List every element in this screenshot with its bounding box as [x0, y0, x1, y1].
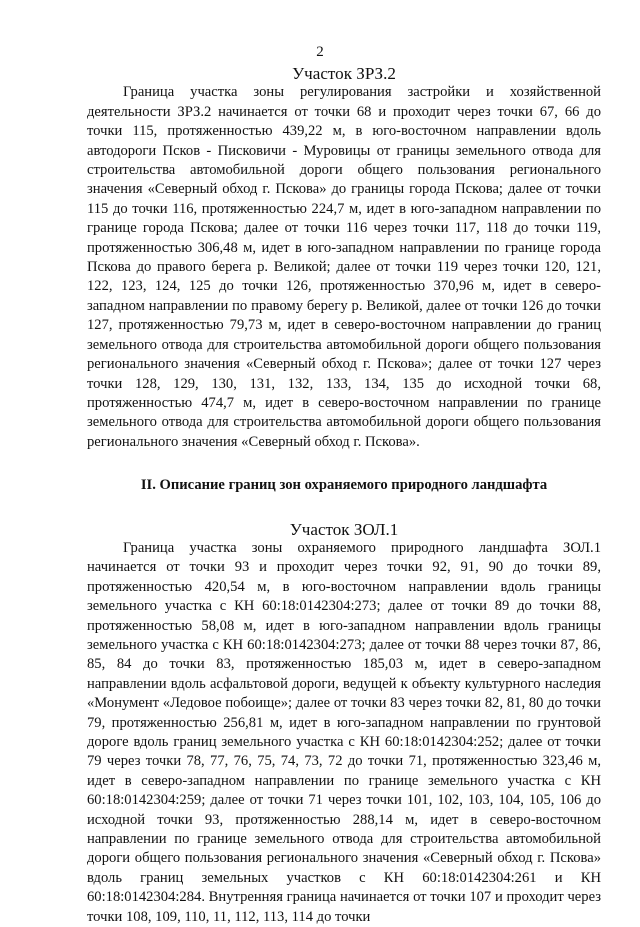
section-title-zol1: Участок ЗОЛ.1 [289, 519, 399, 539]
part-heading: II. Описание границ зон охраняемого природного ландшафта [140, 477, 548, 494]
document-body [87, 64, 601, 927]
section-text-zrz2: Граница участка зоны регулирования застройки и хозяйственной деятельности ЗРЗ.2 начинается от точки 68 и проходит через точки 67, 66 до точки 115, протяженностью 439,22 м, в юго-восточном направлении вдоль автодороги Псков - Писковичи - Муровицы от границы земельного отвода для строительства автомобильной дороги общего пользования регионального значения «Северный обход г. Пскова» до границы города Пскова; далее от точки 115 до точки 116, протяженностью 224,7 м, идет в юго-западном направлении по границе города Пскова; далее от точки 116 через точки 117, 118 до точки 119, протяженностью 306,48 м, идет в юго-западном направлении по границе города Пскова до правого берега р. Великой; далее от точки 119 через точки 120, 121, 122, 123, 124, 125 до точки 126, протяженностью 370,96 м, идет в северо-западном направлении по правому берегу р. Великой, далее от точки 126 до точки 127, протяженностью 79,73 м, идет в северо-восточном направлении до границ земельного отвода для строительства автомобильной дороги общего пользования регионального значения «Северный обход г. Пскова»; далее от точки 127 через точки 128, 129, 130, 131, 132, 133, 134, 135 до исходной точки 68, протяженностью 474,7 м, идет в северо-восточном направлении по границе земельного отвода для строительства автомобильной дороги общего пользования регионального значения «Северный обход г. Пскова». [87, 84, 601, 450]
section-text-zol1: Граница участка зоны охраняемого природного ландшафта ЗОЛ.1 начинается от точки 93 и проходит через точки 92, 91, 90 до точки 89, протяженностью 420,54 м, в юго-восточном направлении вдоль границы земельного участка с КН 60:18:0142304:273; далее от точки 89 до точки 88, протяженностью 58,08 м, идет в юго-западном направлении вдоль границы земельного участка с КН 60:18:0142304:273; далее от точки 88 через точки 87, 86, 85, 84 до точки 83, протяженностью 185,03 м, идет в северо-западном направлении вдоль асфальтовой дороги, ведущей к объекту культурного наследия «Монумент «Ледовое побоище»; далее от точки 83 через точки 82, 81, 80 до точки 79, протяженностью 256,81 м, идет в юго-западном направлении по грунтовой дороге вдоль границ земельного участка с КН 60:18:0142304:252; далее от точки 79 через точки 78, 77, 76, 75, 74, 73, 72 до точки 71, протяженностью 323,46 м, идет в северо-западном направлении по границе земельного участка с КН 60:18:0142304:259; далее от точки 71 через точки 101, 102, 103, 104, 105, 106 до исходной точки 93, протяженностью 288,14 м, идет в северо-восточном направлении по границе земельного отвода для строительства автомобильной дороги общего пользования регионального значения «Северный обход г. Пскова» вдоль границ земельных участков с КН 60:18:0142304:261 и КН 60:18:0142304:284. Внутренняя граница начинается от точки 107 и проходит через точки 108, 109, 110, 11, 112, 113, 114 до точки [87, 539, 601, 925]
page-number: 2 [316, 44, 324, 60]
section-title-zrz2: Участок ЗРЗ.2 [292, 64, 396, 83]
